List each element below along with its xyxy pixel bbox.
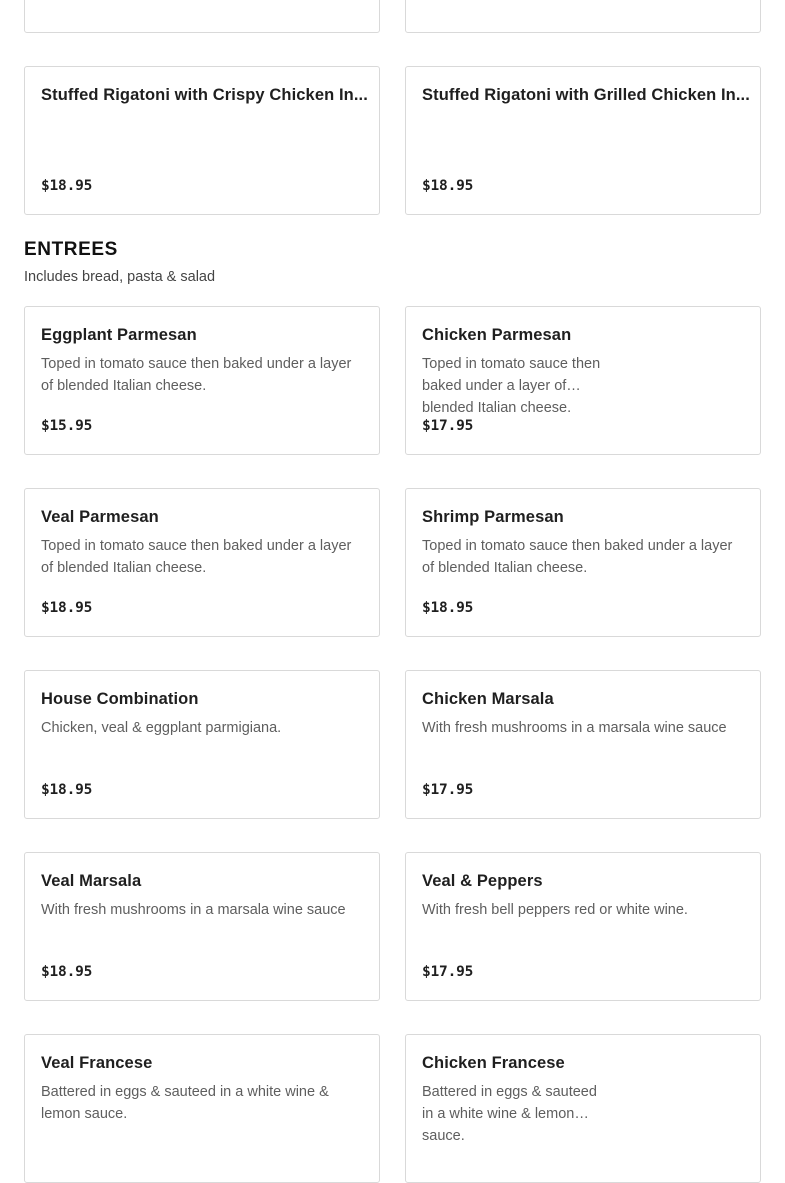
menu-item-card[interactable] <box>405 1034 761 1183</box>
menu-item-card[interactable] <box>405 670 761 819</box>
menu-item-name: Eggplant Parmesan <box>41 326 197 344</box>
menu-item-price: $18.95 <box>422 178 474 194</box>
menu-item-price: $18.95 <box>41 600 93 616</box>
menu-item-card[interactable] <box>24 488 380 637</box>
menu-item-name: House Combination <box>41 690 199 708</box>
menu-item-name: Veal Marsala <box>41 872 142 890</box>
menu-item-description: Battered in eggs & sauteed in a white wine & lemon sauce. <box>422 1084 597 1144</box>
section-title: ENTREES <box>24 239 118 260</box>
menu-item-name: Chicken Parmesan <box>422 326 572 344</box>
menu-item-description: With fresh mushrooms in a marsala wine sauce <box>41 902 346 918</box>
menu-item-description: With fresh bell peppers red or white wine. <box>422 902 688 918</box>
menu-item-card[interactable] <box>24 1034 380 1183</box>
menu-item-name: Stuffed Rigatoni with Grilled Chicken In... <box>422 86 750 104</box>
menu-item-price: $17.95 <box>422 782 474 798</box>
menu-item-price: $18.95 <box>41 964 93 980</box>
menu-item-description: With fresh mushrooms in a marsala wine sauce <box>422 720 727 736</box>
menu-item-name: Chicken Francese <box>422 1054 565 1072</box>
menu-item-price: $18.95 <box>41 782 93 798</box>
menu-item-card[interactable] <box>405 852 761 1001</box>
menu-item-description: Chicken, veal & eggplant parmigiana. <box>41 720 282 736</box>
menu-item-name: Shrimp Parmesan <box>422 508 564 526</box>
menu-item-price: $17.95 <box>422 418 474 434</box>
menu-item-description: Battered in eggs & sauteed in a white wine & lemon sauce. <box>41 1084 329 1122</box>
menu-item-price: $18.95 <box>41 178 93 194</box>
menu-item-card[interactable] <box>24 670 380 819</box>
menu-item-name: Stuffed Rigatoni with Crispy Chicken In... <box>41 86 368 104</box>
menu-item-card[interactable] <box>405 306 761 455</box>
menu-item-description: Toped in tomato sauce then baked under a layer of blended Italian cheese. <box>422 356 601 416</box>
menu-item-card[interactable] <box>24 852 380 1001</box>
menu-item-price: $18.95 <box>422 600 474 616</box>
menu-item-name: Veal & Peppers <box>422 872 543 890</box>
menu-item-card[interactable] <box>405 66 761 215</box>
menu-item-card[interactable] <box>405 0 761 33</box>
menu-item-name: Veal Francese <box>41 1054 153 1072</box>
menu-item-price: $17.95 <box>422 964 474 980</box>
menu-item-price: $15.95 <box>41 418 93 434</box>
section-subtitle: Includes bread, pasta & salad <box>24 269 216 285</box>
menu-item-card[interactable] <box>24 66 380 215</box>
menu-item-description: Toped in tomato sauce then baked under a layer of blended Italian cheese. <box>41 356 352 394</box>
menu-item-card[interactable] <box>24 306 380 455</box>
menu-item-name: Chicken Marsala <box>422 690 554 708</box>
menu-item-description: Toped in tomato sauce then baked under a layer of blended Italian cheese. <box>422 538 733 576</box>
menu-item-description: Toped in tomato sauce then baked under a layer of blended Italian cheese. <box>41 538 352 576</box>
menu-item-name: Veal Parmesan <box>41 508 159 526</box>
menu-item-card[interactable] <box>405 488 761 637</box>
menu-item-card[interactable] <box>24 0 380 33</box>
